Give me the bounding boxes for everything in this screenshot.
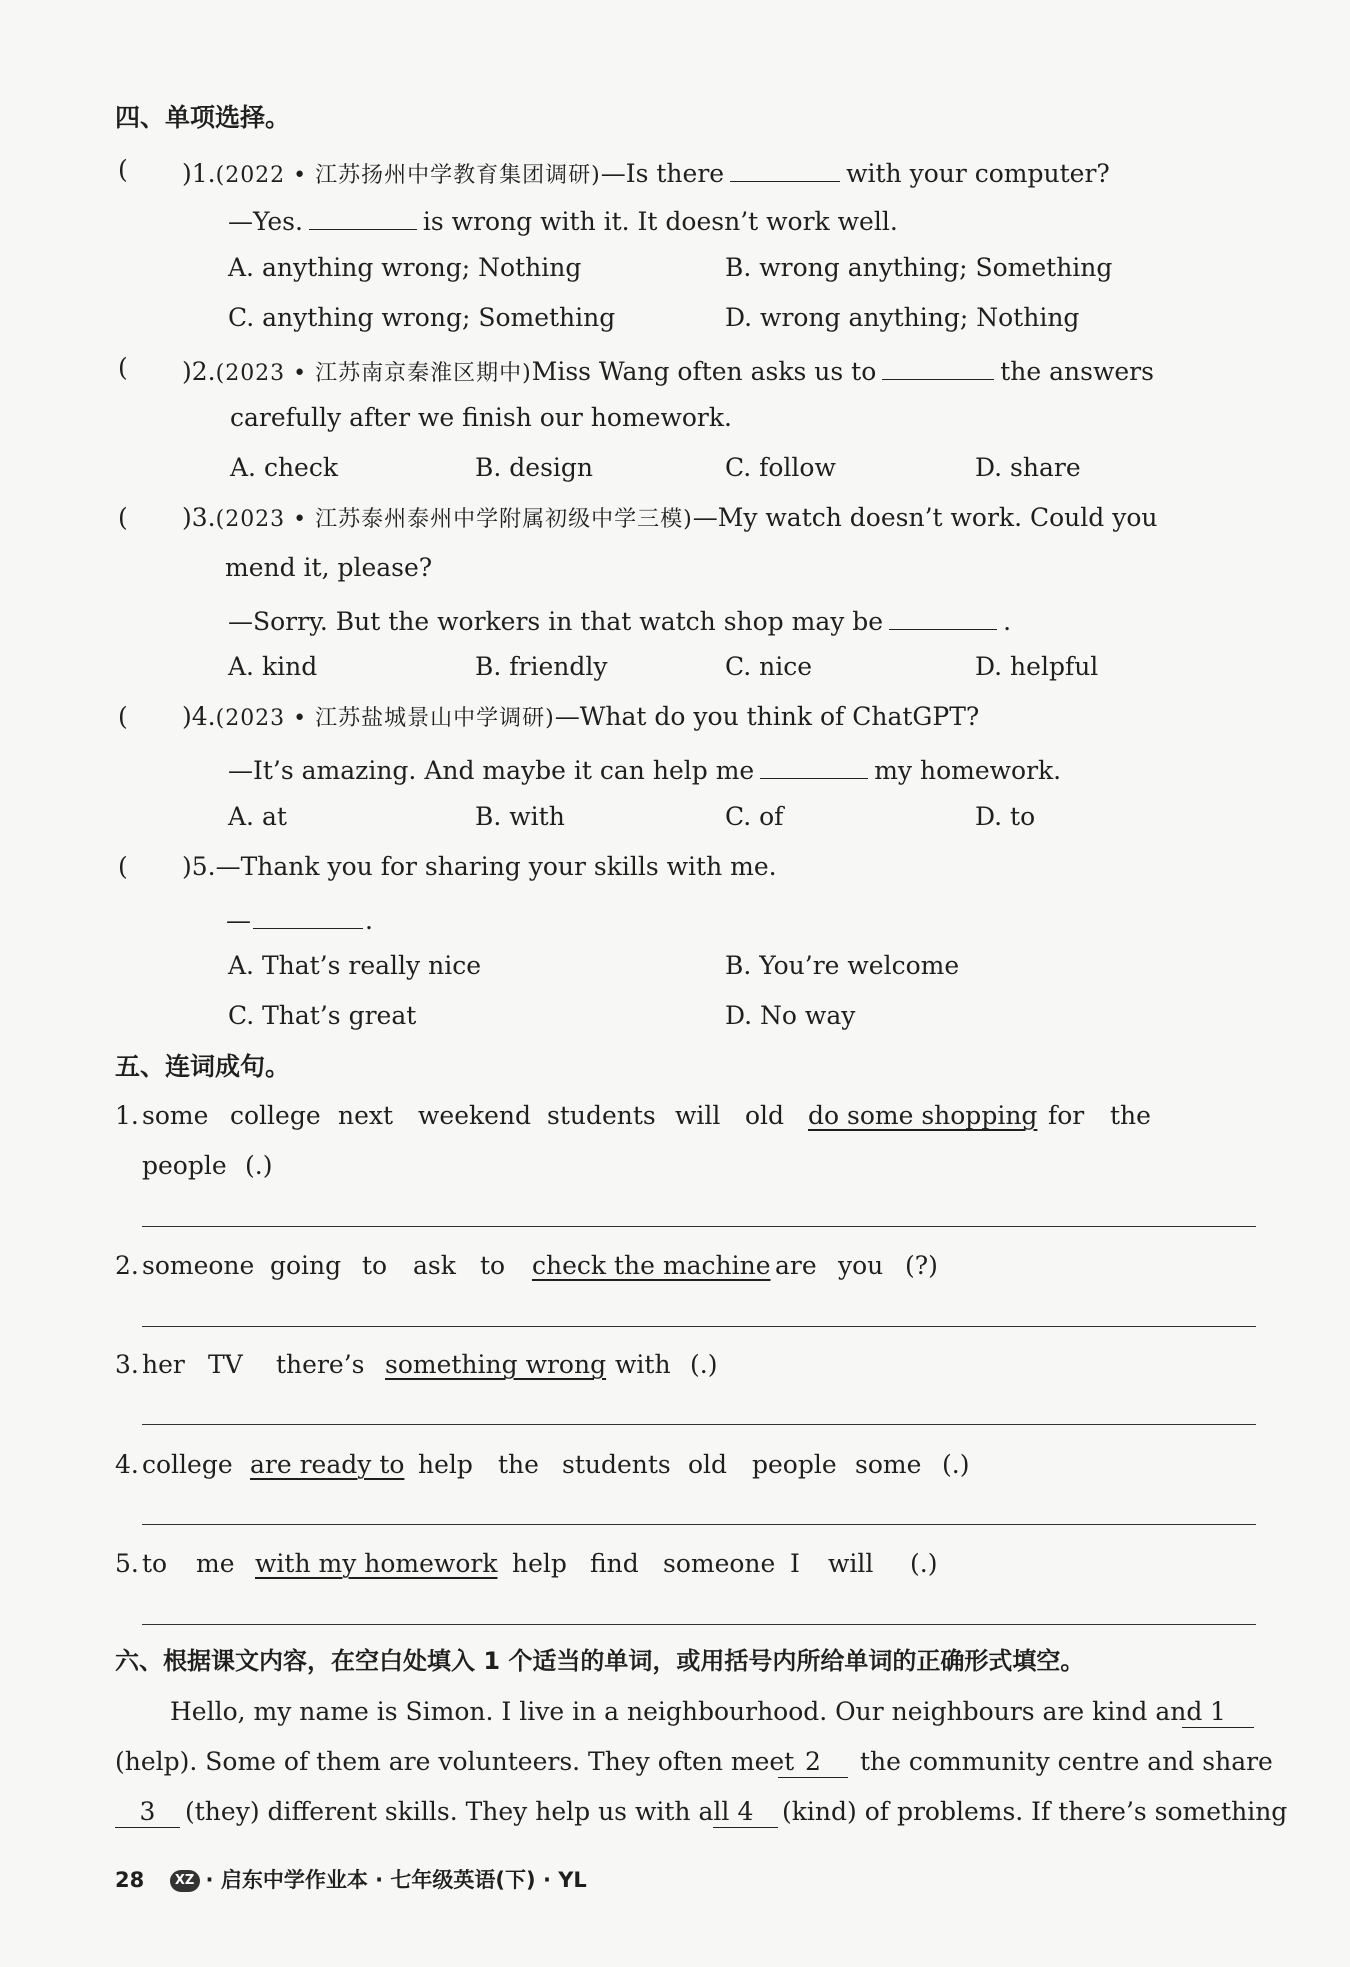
q2-line1: )2.(2023 • 江苏南京秦淮区期中)Miss Wang often asks us to the answers — [182, 353, 1154, 389]
s6-paragraph-line-2a: (help). Some of them are volunteers. They often meet — [115, 1747, 795, 1776]
q1-option-a: A. anything wrong; Nothing — [228, 253, 582, 282]
s5-item-2-word: are — [775, 1251, 817, 1280]
s5-item-4-word: help — [418, 1450, 473, 1479]
q1-source: (2022 • 江苏扬州中学教育集团调研) — [215, 163, 601, 188]
q2-paren: ( — [118, 353, 128, 382]
q2-option-a: A. check — [230, 453, 338, 482]
s5-item-5-phrase: with my homework — [255, 1549, 498, 1578]
s5-item-1-answer-line[interactable] — [142, 1226, 1256, 1227]
q3-option-a: A. kind — [228, 652, 318, 681]
s6-paragraph-line-2b: the community centre and share — [860, 1747, 1273, 1776]
s5-item-3-number: 3. — [115, 1350, 139, 1379]
page-number: 28 — [115, 1868, 145, 1892]
s5-item-5-word: find — [590, 1549, 639, 1578]
s5-item-3-phrase: something wrong — [385, 1350, 607, 1379]
q5-option-d: D. No way — [725, 1001, 856, 1030]
q3-blank[interactable] — [889, 603, 997, 630]
q2-option-d: D. share — [975, 453, 1081, 482]
s5-item-5-punct: (.) — [910, 1549, 938, 1578]
s6-paragraph-line-1: Hello, my name is Simon. I live in a neighbourhood. Our neighbours are kind and — [170, 1697, 1203, 1726]
s5-item-5-word: I — [790, 1549, 800, 1578]
s5-item-1-phrase: do some shopping — [808, 1101, 1038, 1130]
q5-paren: ( — [118, 852, 128, 881]
s5-item-2-answer-line[interactable] — [142, 1326, 1256, 1327]
q1-number: )1. — [182, 159, 216, 188]
q1-stem-a: —Is there — [600, 159, 725, 188]
s5-item-1-word: next — [338, 1101, 394, 1130]
s5-item-5-word: help — [512, 1549, 567, 1578]
s5-item-1-word: college — [230, 1101, 321, 1130]
q5-option-c: C. That’s great — [228, 1001, 417, 1030]
page-footer — [115, 1864, 587, 1894]
s5-item-2-punct: (?) — [905, 1251, 938, 1280]
s5-item-2-word: ask — [413, 1251, 456, 1280]
s5-item-1-punct: (.) — [245, 1151, 273, 1180]
s5-item-3-answer-line[interactable] — [142, 1424, 1256, 1425]
q1-blank-1[interactable] — [730, 155, 840, 182]
s5-item-4-phrase: are ready to — [250, 1450, 405, 1479]
s5-item-3-word: TV — [208, 1350, 243, 1379]
q1-option-c: C. anything wrong; Something — [228, 303, 616, 332]
q3-option-d: D. helpful — [975, 652, 1099, 681]
s5-item-1-word: old — [745, 1101, 785, 1130]
q2-option-c: C. follow — [725, 453, 836, 482]
q5-option-a: A. That’s really nice — [228, 951, 482, 980]
s5-item-4-word: old — [688, 1450, 728, 1479]
s5-item-4-word: students — [562, 1450, 671, 1479]
s6-blank-2[interactable]: 2 — [778, 1747, 848, 1778]
q2-option-b: B. design — [475, 453, 593, 482]
s5-item-2-word: someone — [142, 1251, 255, 1280]
q1-stem-b: with your computer? — [846, 159, 1110, 188]
q4-line1: )4.(2023 • 江苏盐城景山中学调研)—What do you think of ChatGPT? — [182, 702, 980, 731]
s5-item-5-word: will — [828, 1549, 874, 1578]
s5-item-4-punct: (.) — [942, 1450, 970, 1479]
q5-blank[interactable] — [253, 902, 363, 929]
q4-option-a: A. at — [228, 802, 287, 831]
q3-line3: —Sorry. But the workers in that watch shop may be . — [228, 603, 1011, 637]
s5-item-3-word: there’s — [276, 1350, 365, 1379]
q2-source: (2023 • 江苏南京秦淮区期中) — [215, 361, 532, 386]
s5-item-2-word: to — [480, 1251, 506, 1280]
q5-line2: — . — [226, 902, 373, 936]
s5-item-1-number: 1. — [115, 1101, 139, 1130]
q1-paren: ( — [118, 155, 128, 184]
section-6-title: 六、根据课文内容，在空白处填入 1 个适当的单词，或用括号内所给单词的正确形式填空。 — [115, 1647, 1085, 1675]
s5-item-5-word: someone — [663, 1549, 776, 1578]
s5-item-2-word: to — [362, 1251, 388, 1280]
q4-line2: —It’s amazing. And maybe it can help me my homework. — [228, 752, 1061, 786]
s6-blank-1[interactable]: 1 — [1182, 1697, 1254, 1728]
q2-line2: carefully after we finish our homework. — [230, 403, 732, 432]
s5-item-1-word: the — [1110, 1101, 1151, 1130]
s5-item-2-number: 2. — [115, 1251, 139, 1280]
q1-line1 — [182, 155, 1110, 191]
s5-item-1-word: will — [675, 1101, 721, 1130]
s5-item-5-number: 5. — [115, 1549, 139, 1578]
q5-option-b: B. You’re welcome — [725, 951, 960, 980]
section-5-title: 五、连词成句。 — [115, 1052, 291, 1081]
s5-item-2-phrase: check the machine — [532, 1251, 771, 1280]
s5-item-5-word: me — [196, 1549, 235, 1578]
s6-blank-4[interactable]: 4 — [713, 1797, 778, 1828]
q3-paren: ( — [118, 503, 128, 532]
s5-item-1-word: for — [1048, 1101, 1085, 1130]
s5-item-4-answer-line[interactable] — [142, 1524, 1256, 1525]
q3-line1: )3.(2023 • 江苏泰州泰州中学附属初级中学三模)—My watch doesn’t work. Could you — [182, 503, 1158, 532]
s5-item-3-word: with — [615, 1350, 671, 1379]
q3-source: (2023 • 江苏泰州泰州中学附属初级中学三模) — [215, 507, 693, 532]
q4-blank[interactable] — [760, 752, 868, 779]
s5-item-4-word: college — [142, 1450, 233, 1479]
q3-option-c: C. nice — [725, 652, 813, 681]
s6-paragraph-line-3a: (they) different skills. They help us with all — [185, 1797, 730, 1826]
s5-item-3-word: her — [142, 1350, 185, 1379]
s5-item-5-word: to — [142, 1549, 168, 1578]
s5-item-4-number: 4. — [115, 1450, 139, 1479]
s5-item-1-word: people — [142, 1151, 227, 1180]
s5-item-4-word: the — [498, 1450, 539, 1479]
s5-item-2-word: you — [838, 1251, 884, 1280]
s5-item-1-word: some — [142, 1101, 209, 1130]
q2-blank[interactable] — [882, 353, 994, 380]
s5-item-4-word: people — [752, 1450, 837, 1479]
q4-option-b: B. with — [475, 802, 565, 831]
q4-option-c: C. of — [725, 802, 784, 831]
publisher-logo-icon: XZ — [170, 1870, 200, 1892]
s5-item-3-punct: (.) — [690, 1350, 718, 1379]
q1-line2: —Yes. is wrong with it. It doesn’t work well. — [228, 203, 898, 237]
q1-option-d: D. wrong anything; Nothing — [725, 303, 1080, 332]
s6-paragraph-line-3b: (kind) of problems. If there’s something — [782, 1797, 1288, 1826]
q4-source: (2023 • 江苏盐城景山中学调研) — [215, 706, 555, 731]
s5-item-2-word: going — [270, 1251, 342, 1280]
s5-item-4-word: some — [855, 1450, 922, 1479]
s5-item-1-word: weekend — [418, 1101, 532, 1130]
q4-paren: ( — [118, 702, 128, 731]
q3-option-b: B. friendly — [475, 652, 608, 681]
book-title: · 启东中学作业本 · 七年级英语(下) · YL — [205, 1868, 587, 1892]
s6-blank-3[interactable]: 3 — [115, 1797, 180, 1828]
s5-item-5-answer-line[interactable] — [142, 1624, 1256, 1625]
s5-item-1-word: students — [547, 1101, 656, 1130]
q3-line2: mend it, please? — [225, 553, 433, 582]
q1-blank-2[interactable] — [309, 203, 417, 230]
q4-option-d: D. to — [975, 802, 1036, 831]
q1-option-b: B. wrong anything; Something — [725, 253, 1113, 282]
section-4-title: 四、单项选择。 — [115, 103, 291, 132]
q5-line1: )5.—Thank you for sharing your skills with me. — [182, 852, 777, 881]
